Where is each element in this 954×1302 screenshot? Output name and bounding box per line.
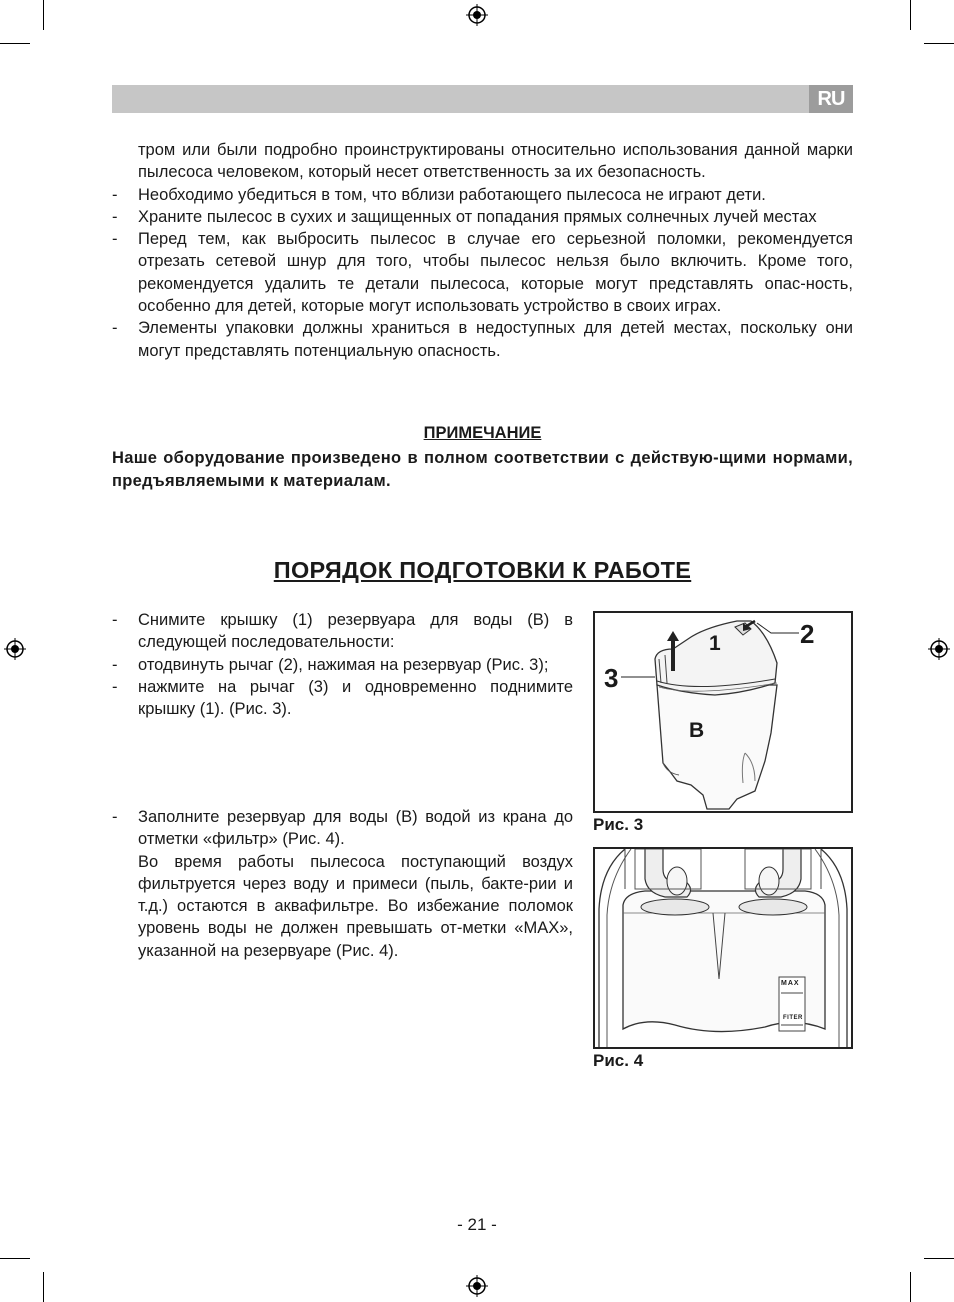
crop-mark: [0, 1258, 30, 1259]
note-title: ПРИМЕЧАНИЕ: [423, 424, 542, 442]
list-item: Во время работы пылесоса поступающий воздух фильтруется через воду и примеси (пыль, бакте-рии и т.д.) остаются в аквафильтре. Во избежание поломок уровень воды не должен превышать от-метки «MAX», указанной на резервуаре (Рис. 4).: [138, 852, 573, 960]
crop-mark: [43, 0, 44, 30]
header-bar: [112, 85, 853, 113]
crop-mark: [43, 1272, 44, 1302]
callout-label: 1: [709, 632, 721, 655]
registration-mark-icon: [466, 4, 488, 26]
list-item: - Перед тем, как выбросить пылесос в случае его серьезной поломки, рекомендуется отрезать сетевой шнур для того, чтобы пылесос нельзя было включить. Кроме того, рекомендуется удалить те детали пылесоса, которые могут представлять опас-ность, особенно для детей, которые могут использовать устройство в своих играх.: [112, 230, 853, 316]
max-level-label: MAX: [781, 980, 800, 987]
list-item: - Храните пылесос в сухих и защищенных от попадания прямых солнечных лучей местах: [112, 207, 817, 226]
water-tank-front-illustration: [595, 849, 851, 1047]
steps-list-lid: [112, 609, 573, 720]
crop-mark: [910, 1272, 911, 1302]
callout-label: 2: [800, 619, 815, 649]
list-item: - нажмите на рычаг (3) и одновременно поднимите крышку (1). (Рис. 3).: [112, 677, 573, 719]
section-title: ПОРЯДОК ПОДГОТОВКИ К РАБОТЕ: [273, 557, 692, 583]
list-item: - Необходимо убедиться в том, что вблизи работающего пылесоса не играют дети.: [112, 185, 766, 204]
crop-mark: [910, 0, 911, 30]
figure-4: [593, 847, 853, 1049]
registration-mark-icon: [4, 638, 26, 660]
crop-mark: [0, 43, 30, 44]
callout-label: B: [689, 719, 705, 742]
list-item: - Элементы упаковки должны храниться в недоступных для детей местах, поскольку они могут представлять потенциальную опасность.: [112, 319, 853, 360]
filter-level-label: FITER: [783, 1015, 803, 1021]
language-badge: RU: [809, 85, 853, 113]
list-item: тром или были подробно проинструктированы относительно использования данной марки пылесоса человеком, который несет ответственность за их безопасность.: [138, 141, 853, 182]
crop-mark: [924, 43, 954, 44]
page-number: - 21 -: [457, 1215, 497, 1234]
registration-mark-icon: [928, 638, 950, 660]
list-item: - Снимите крышку (1) резервуара для воды (B) в следующей последовательности:: [112, 611, 573, 652]
figure-3-caption: Рис. 3: [593, 815, 644, 834]
registration-mark-icon: [466, 1275, 488, 1297]
crop-mark: [924, 1258, 954, 1259]
figure-4-caption: Рис. 4: [593, 1051, 644, 1070]
steps-list-water: [112, 806, 573, 962]
safety-list: [112, 139, 853, 362]
note-body: Наше оборудование произведено в полном соответствии с действую-щими нормами, предъявляемыми к материалам.: [112, 449, 853, 490]
callout-label: 3: [604, 663, 619, 693]
list-item: - отодвинуть рычаг (2), нажимая на резервуар (Рис. 3);: [112, 655, 549, 674]
figure-3: [593, 611, 853, 813]
list-item: - Заполните резервуар для воды (B) водой из крана до отметки «фильтр» (Рис. 4).: [112, 808, 573, 849]
